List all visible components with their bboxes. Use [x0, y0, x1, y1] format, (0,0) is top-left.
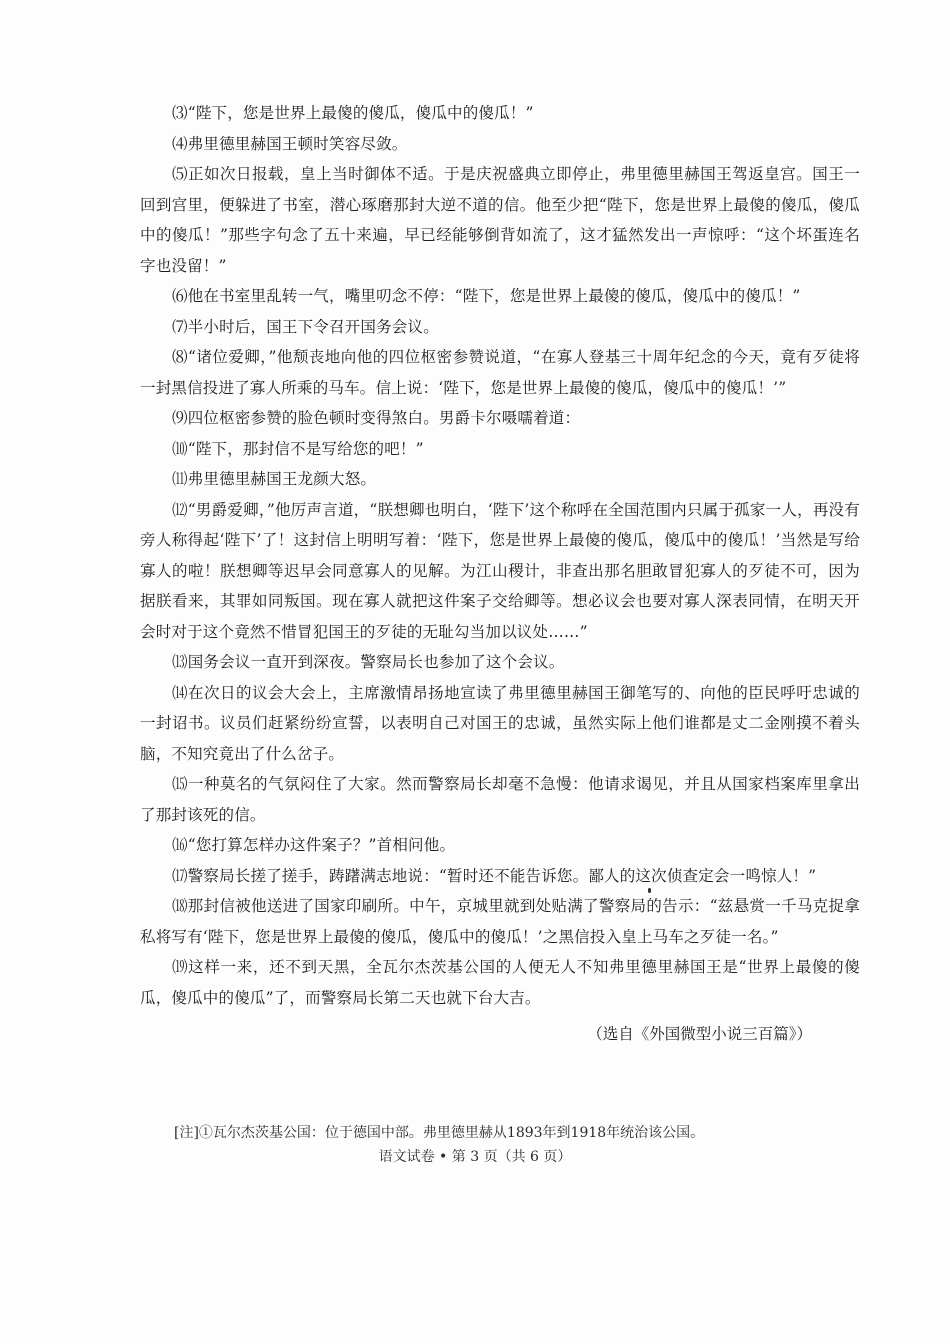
source-citation: （选自《外国微型小说三百篇》） [587, 1025, 812, 1043]
paragraph-5: ⑸正如次日报载，皇上当时御体不适。于是庆祝盛典立即停止，弗里德里赫国王驾返皇宫。国王一回到宫里，便躲进了书室，潜心琢磨那封大逆不道的信。他至少把“陛下，您是世界上最傻的傻瓜，傻瓜中的傻瓜！”那些字句念了五十来遍，早已经能够倒背如流了，这才猛然发出一声惊呼：“这个坏蛋连名字也没留！” [140, 165, 860, 275]
paragraph-12: ⑿“男爵爱卿，”他厉声言道，“朕想卿也明白，‘陛下’这个称呼在全国范围内只属于孤家一人，再没有旁人称得起‘陛下’了！这封信上明明写着：‘陛下，您是世界上最傻的傻瓜，傻瓜中的傻瓜！’当然是写给寡人的啦！朕想卿等迟早会同意寡人的见解。为江山稷计，非查出那名胆敢冒犯寡人的歹徒不可，因为据朕看来，其罪如同叛国。现在寡人就把这件案子交给卿等。想必议会也要对寡人深表同情，在明天开会时对于这个竟然不惜冒犯国王的歹徒的无耻勾当加以议处……” [140, 500, 860, 641]
paragraph-19: ⒆这样一来，还不到天黑，全瓦尔杰茨基公国的人便无人不知弗里德里赫国王是“世界上最傻的傻瓜，傻瓜中的傻瓜”了，而警察局长第二天也就下台大吉。 [140, 958, 860, 1007]
paragraph-17: ⒄警察局长搓了搓手，踌躇满志地说：“暂时还不能告诉您。鄙人的这次侦查定会一鸣惊人！” [172, 866, 817, 885]
paragraph-8: ⑻“诸位爱卿，”他颓丧地向他的四位枢密参赞说道，“在寡人登基三十周年纪念的今天，竟有歹徒将一封黑信投进了寡人所乘的马车。信上说：‘陛下，您是世界上最傻的傻瓜，傻瓜中的傻瓜！’” [140, 348, 860, 397]
paragraph-11: ⑾弗里德里赫国王龙颜大怒。 [172, 470, 377, 488]
paragraph-16: ⒃“您打算怎样办这件案子？”首相问他。 [172, 836, 456, 854]
paragraph-10: ⑽“陛下，那封信不是写给您的吧！” [172, 439, 424, 458]
paragraph-18: ⒅那封信被他送进了国家印刷所。中午，京城里就到处贴满了警察局的告示：“兹悬赏一千马克捉拿私将写有‘陛下，您是世界上最傻的傻瓜，傻瓜中的傻瓜！’之黑信投入皇上马车之歹徒一名。” [140, 897, 860, 946]
scan-speck [648, 888, 651, 893]
paragraph-15: ⒂一种莫名的气氛闷住了大家。然而警察局长却毫不急慢：他请求谒见，并且从国家档案库里拿出了那封该死的信。 [140, 775, 860, 824]
story-text [140, 98, 860, 1049]
paragraph-6: ⑹他在书室里乱转一气，嘴里叨念不停：“陛下，您是世界上最傻的傻瓜，傻瓜中的傻瓜！” [172, 287, 801, 305]
paragraph-4: ⑷弗里德里赫国王顿时笑容尽敛。 [172, 134, 408, 153]
paragraph-14: ⒁在次日的议会大会上，主席激情昂扬地宣读了弗里德里赫国王御笔写的、向他的臣民呼吁忠诚的一封诏书。议员们赶紧纷纷宣誓，以表明自己对国王的忠诚，虽然实际上他们谁都是丈二金刚摸不着头脑，不知究竟出了什么岔子。 [140, 683, 860, 763]
paragraph-13: ⒀国务会议一直开到深夜。警察局长也参加了这个会议。 [172, 653, 565, 671]
paragraph-7: ⑺半小时后，国王下令召开国务会议。 [172, 317, 439, 336]
page-footer: 语文试卷 • 第 3 页（共 6 页） [378, 1149, 572, 1165]
paragraph-9: ⑼四位枢密参赞的脸色顿时变得煞白。男爵卡尔嗫嚅着道： [172, 409, 581, 427]
footnote: [注]①瓦尔杰茨基公国：位于德国中部。弗里德里赫从1893年到1918年统治该公国。 [174, 1125, 705, 1141]
paragraph-3: ⑶“陛下，您是世界上最傻的傻瓜，傻瓜中的傻瓜！” [172, 104, 534, 122]
